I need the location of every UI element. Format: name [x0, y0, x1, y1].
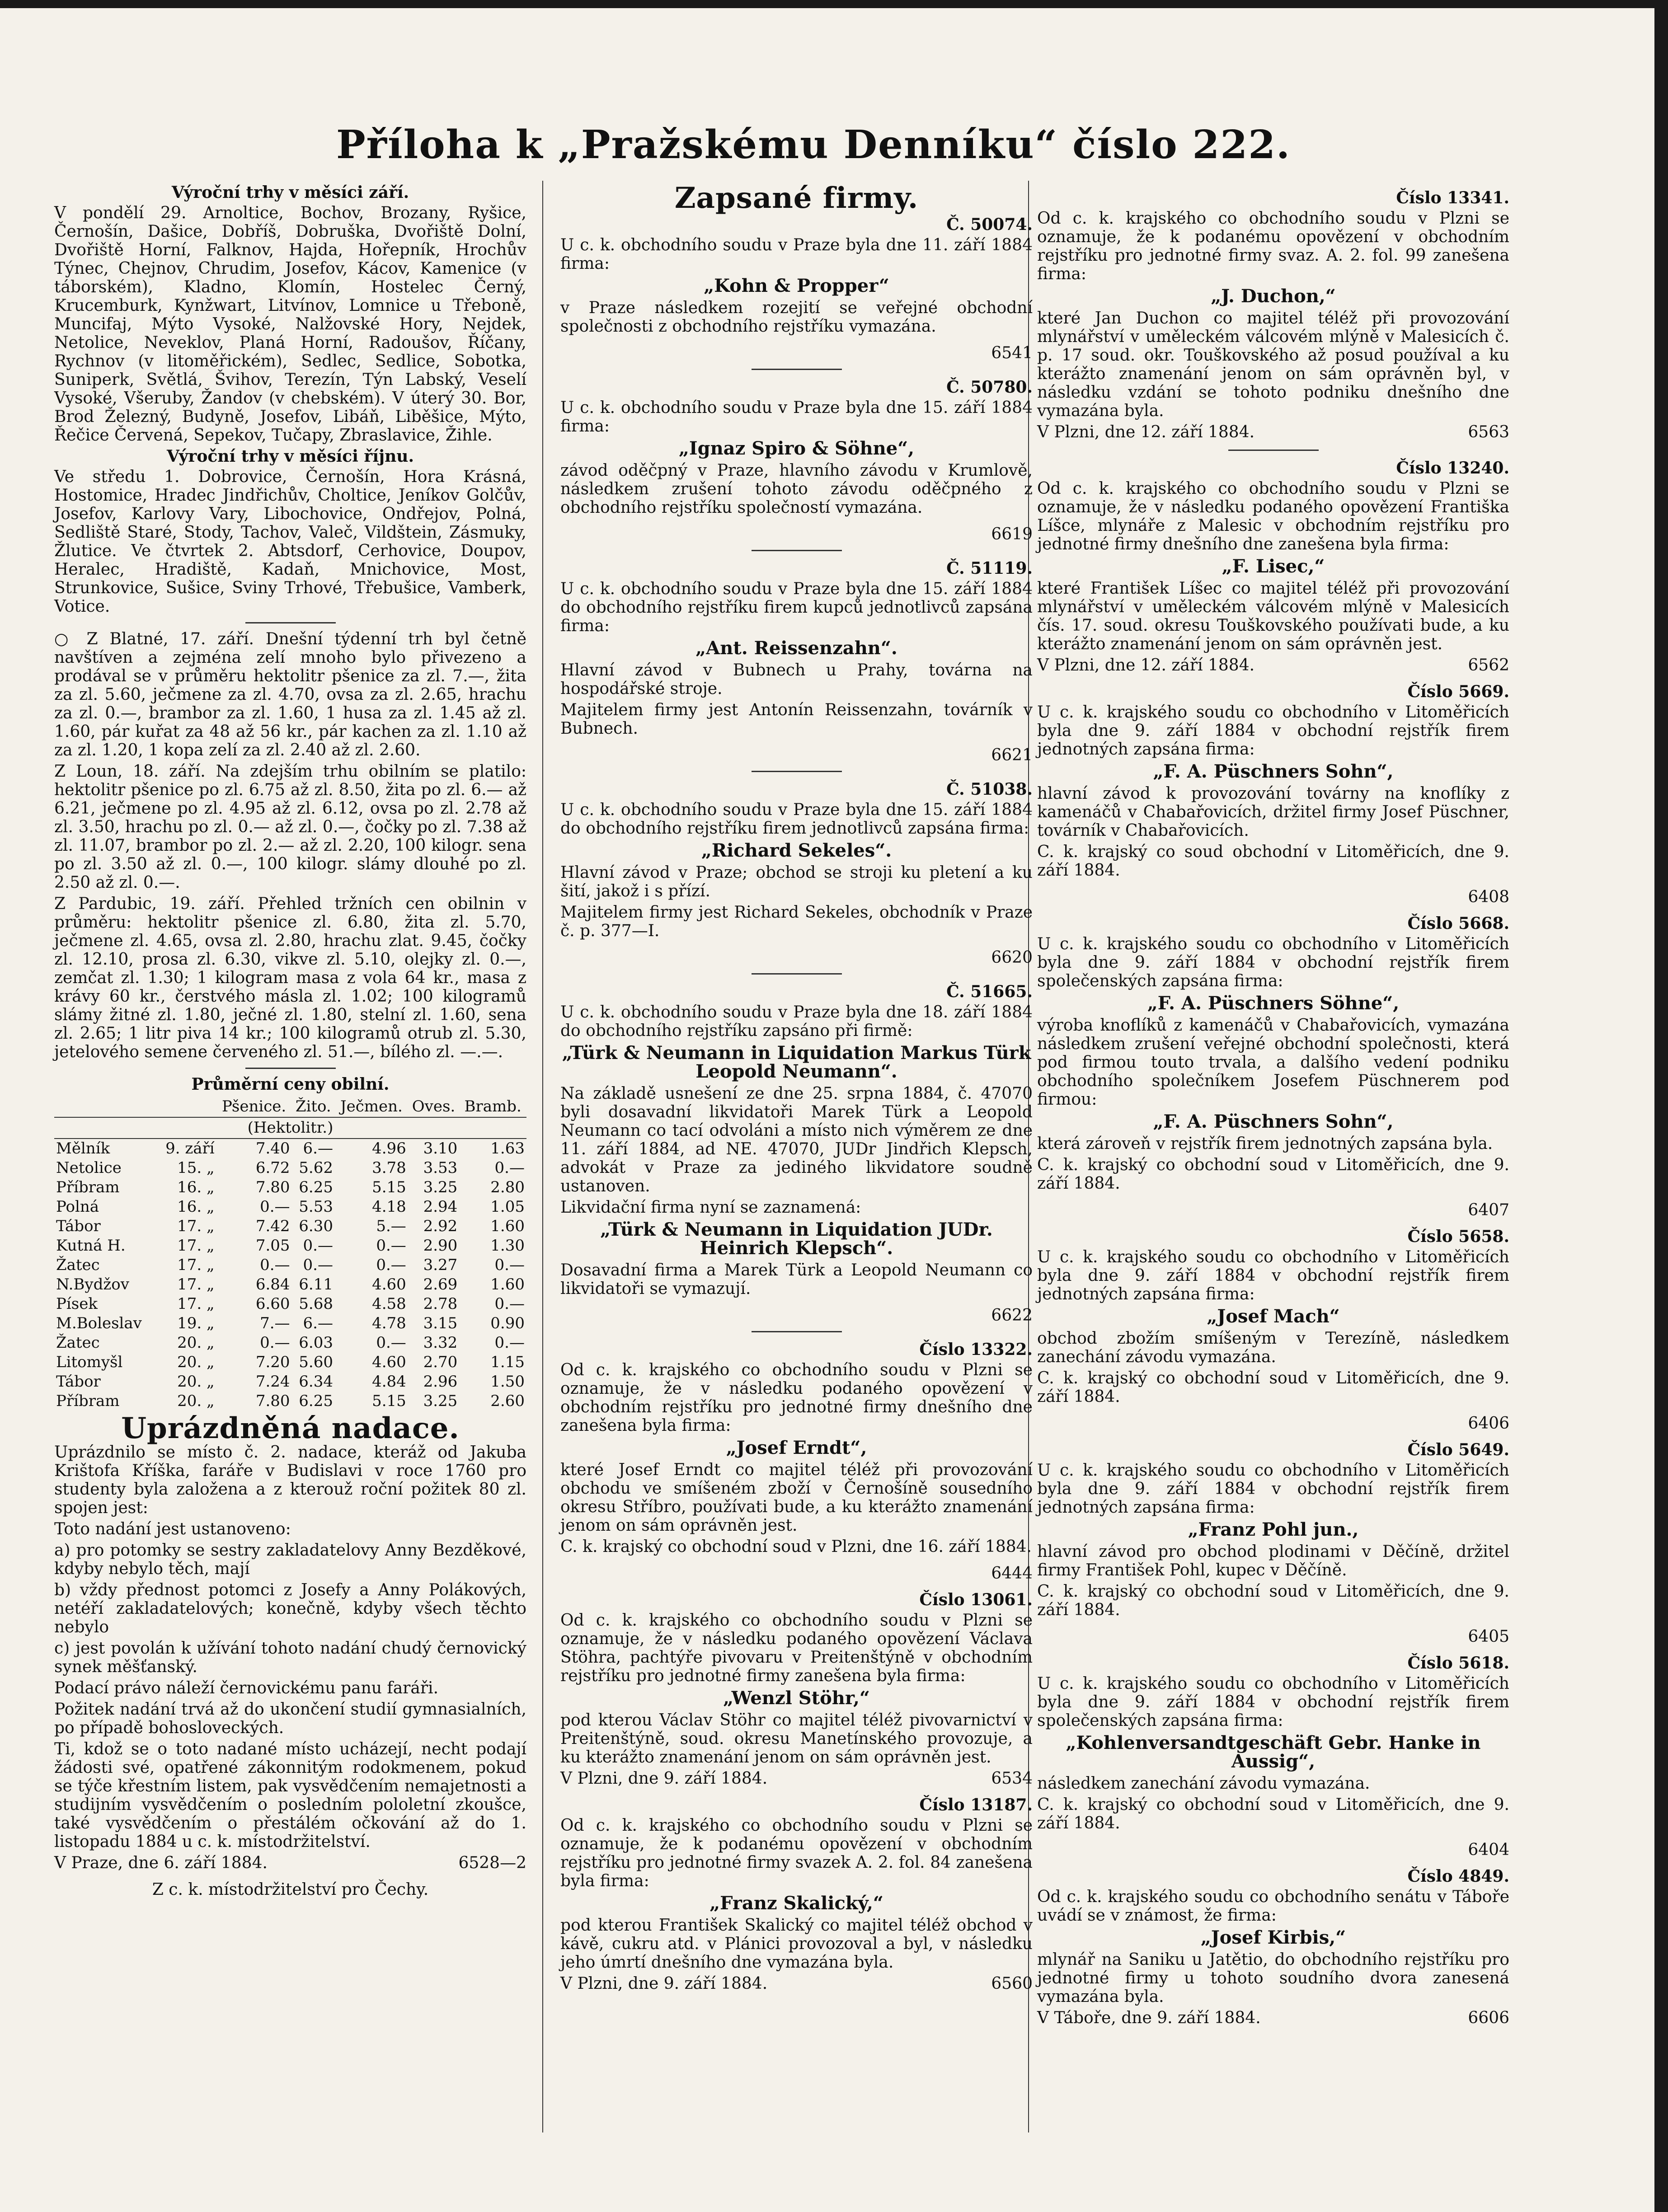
divider [752, 550, 842, 551]
table-cell: 2.60 [490, 1392, 525, 1410]
table-cell: 2.70 [423, 1353, 458, 1371]
vacancy-text: Ti, kdož se o toto nadané místo ucházejí, necht podají žádosti své, opatřené zákonnitým rodokmenem, pokud se týče křestním listem, pak vysvědčením nemajetnosti a studijním vysvědčením o posledním pololetní zkoušce, také vysvědčením o přestálém očkování až do 1. listopadu 1884 u c. k. místodržitelství. [54, 1740, 526, 1851]
entry-text: Majitelem firmy jest Antonín Reissenzahn, továrník v Bubnech. [560, 701, 1033, 738]
table-cell: 6.11 [299, 1275, 333, 1293]
table-cell: 4.18 [372, 1198, 406, 1216]
entry-text: Od c. k. krajského soudu co obchodního senátu v Táboře uvádí se v známost, že firma: [1037, 1888, 1509, 1925]
entry-text: následkem zanechání závodu vymazána. [1037, 1774, 1370, 1793]
table-cell: 3.25 [423, 1178, 458, 1196]
vacancy-heading: Uprázdněná nadace. [121, 1411, 460, 1445]
table-cell: M.Boleslav [56, 1314, 142, 1332]
firm-name: „J. Duchon,“ [1211, 286, 1336, 307]
table-header: Ječmen. [335, 1097, 408, 1117]
table-cell: 6.— [303, 1139, 333, 1158]
entry-number: Číslo 5668. [1407, 914, 1509, 933]
market-report-blatna: ○ Z Blatné, 17. září. Dnešní týdenní trh byl četně navštíven a zejména zelí mnoho bylo přivezeno a prodával se v průměru hektolitr pšenice za zl. 7.—, žita za zl. 5.60, ječmene za zl. 4.70, ovsa za zl. 2.65, hrachu za zl. 0.—, brambor za zl. 1.60, 1 husa za zl. 1.45 až zl. 1.60, pár kuřat za 48 až 56 kr., pár kachen za zl. 1.10 až za zl. 1.20, 1 kopa zelí za zl. 2.40 až zl. 2.60. [54, 630, 526, 759]
table-header: Bramb. [459, 1097, 526, 1117]
table-cell: 3.27 [423, 1256, 458, 1274]
entry-number: Číslo 13187. [919, 1795, 1033, 1814]
table-cell: 4.78 [372, 1314, 406, 1332]
table-cell: 1.50 [490, 1373, 525, 1391]
market-report-pardubice: Z Pardubic, 19. září. Přehled tržních cen obilnin v průměru: hektolitr pšenice zl. 6.80, žita zl. 5.70, ječmene zl. 4.65, ovsa zl. 2.80, hrachu zlat. 9.45, čočky zl. 12.10, prosa zl. 6.30, vikve zl. 5.10, olejky zl. 0.—, zemčat zl. 1.30; 1 kilogram masa z vola 64 kr., masa z krávy 60 kr., čerstvého másla zl. 1.02; 100 kilogramů slámy žitné zl. 1.80, ječné zl. 1.80, stelní zl. 1.60, sena zl. 2.65; 1 litr piva 14 kr.; 100 kilogramů otrub zl. 5.30, jetelového semene červeného zl. 51.—, bílého zl. —.—. [54, 895, 526, 1061]
entry-number: Číslo 5618. [1407, 1654, 1509, 1673]
table-cell: Žatec [56, 1256, 100, 1274]
column-middle [560, 181, 1033, 2001]
entry-text: Od c. k. krajského co obchodního soudu v Plzni se oznamuje, že v následku podaného opovězení Václava Stöhra, pachtýře pivovaru v Preitenštýně v obchodním rejstříku pro jednotné firmy zanešena byla firma: [560, 1611, 1033, 1685]
table-cell: 0.— [260, 1256, 290, 1274]
table-body [54, 1139, 526, 1411]
entry-text: Od c. k. krajského co obchodního soudu v Plzni se oznamuje, že k podanému opovězení v obchodním rejstříku pro jednotné firmy svaz. A. 2. fol. 99 zanešena firma: [1037, 209, 1509, 283]
entry-text: které František Líšec co majitel téléž při provozování mlynářství v uměleckém válcovém mlýně v Malesicích čís. 17. soud. okresu Touškovského používati bude, a ku kterážto znamenání jenom on sám oprávněn jest. [1037, 579, 1509, 653]
entry-number: Číslo 13240. [1396, 459, 1509, 478]
divider [752, 1331, 842, 1332]
table-cell: 2.92 [423, 1217, 458, 1235]
entry-number: Č. 50074. [946, 215, 1033, 234]
entry-ref: 6563 [1468, 423, 1509, 441]
entry-place-date: V Táboře, dne 9. září 1884. [1037, 2009, 1261, 2027]
entry-number: Č. 51038. [946, 780, 1033, 799]
table-header-row [54, 1097, 526, 1117]
entry-text: které Jan Duchon co majitel téléž při provozování mlynářství v uměleckém válcovém mlýně v Malesicích č. p. 17 soud. okr. Touškovského až posud používal a ku kterážto znamenání jenom on sám oprávněn byl, v následku vzdání se tohoto podniku dnešního dne vymazána byla. [1037, 309, 1509, 420]
entry-text: mlynář na Saniku u Jatětio, do obchodního rejstříku pro jednotné firmy u tohoto soudního dvora zanesená vymazána byla. [1037, 1950, 1509, 2006]
scan-edge-top [0, 0, 1668, 8]
table-cell: 1.05 [490, 1198, 525, 1216]
table-cell: 17. „ [177, 1237, 215, 1255]
prices-heading: Průměrní ceny obilní. [191, 1075, 390, 1094]
entry-place-date: V Plzni, dne 9. září 1884. [560, 1769, 768, 1788]
firm-name: „F. A. Püschners Sohn“, [1153, 1111, 1394, 1132]
table-row [54, 1197, 526, 1217]
entry-text: výroba knoflíků z kamenáčů v Chabařovicích, vymazána následkem zrušení veřejné obchodní společnosti, která pod firmou touto trvala, a dalšího vedení podniku obchodního společníkem Josefem Püschnerem pod firmou: [1037, 1016, 1509, 1109]
entry-text: U c. k. krajského soudu co obchodního v Litoměřicích byla dne 9. září 1884 v obchodní rejstřík firem jednotných zapsána firma: [1037, 703, 1509, 759]
entry-signature-line [560, 1769, 1033, 1788]
firm-name: „Josef Kirbis,“ [1200, 1927, 1346, 1948]
firm-name: „Wenzl Stöhr,“ [723, 1687, 870, 1709]
entry-text: U c. k. krajského soudu co obchodního v Litoměřicích byla dne 9. září 1884 v obchodní rejstřík firem jednotných zapsána firma: [1037, 1461, 1509, 1517]
table-cell: 4.84 [372, 1373, 406, 1391]
vacancy-text: b) vždy přednost potomci z Josefy a Anny Polákových, netéří zakladatelových; konečně, kdyby všech těchto nebylo [54, 1581, 526, 1636]
entry-place-date: V Plzni, dne 12. září 1884. [1037, 656, 1255, 675]
table-cell: 17. „ [177, 1295, 215, 1313]
table-row [54, 1139, 526, 1158]
firm-name: „Franz Skalický,“ [709, 1893, 883, 1914]
entry-text: v Praze následkem rozejití se veřejné obchodní společnosti z obchodního rejstříku vymazána. [560, 299, 1033, 336]
table-cell: Písek [56, 1295, 98, 1313]
entry-ref: 6606 [1468, 2009, 1509, 2027]
table-cell: 5.— [376, 1217, 406, 1235]
table-cell: 0.90 [490, 1314, 525, 1332]
entry-ref: 6562 [1468, 656, 1509, 675]
vacancy-ref-number: 6528—2 [458, 1854, 526, 1872]
divider [245, 1068, 336, 1069]
entry-text: U c. k. obchodního soudu v Praze byla dne 15. září 1884 firma: [560, 398, 1033, 436]
entry-ref: 6541 [991, 344, 1033, 362]
table-cell: 0.— [494, 1256, 525, 1274]
table-cell: 5.53 [299, 1198, 333, 1216]
table-cell: 2.69 [423, 1275, 458, 1293]
entry-text: které Josef Erndt co majitel téléž při provozování obchodu ve smíšeném zboží v Černošíně sousedního okresu Stříbro, používati bude, a ku kterážto znamenání jenom on sám oprávněn jest. [560, 1461, 1033, 1535]
table-cell: 6.03 [299, 1334, 333, 1352]
table-cell: 9. září [165, 1139, 215, 1158]
table-row [54, 1236, 526, 1256]
entry-text: pod kterou František Skalický co majitel téléž obchod v kávě, cukru atd. v Plánici provozoval a byl, v následku jeho úmrtí dnešního dne vymazána byla. [560, 1916, 1033, 1972]
entry-ref: 6405 [1468, 1627, 1509, 1646]
vacancy-signature: Z c. k. místodržitelství pro Čechy. [152, 1880, 429, 1899]
table-cell: 3.53 [423, 1159, 458, 1177]
table-unit-row [54, 1117, 526, 1139]
entry-signature-line [560, 1974, 1033, 1993]
table-cell: 5.68 [299, 1295, 333, 1313]
registered-firms-heading: Zapsané firmy. [674, 181, 919, 215]
table-cell: 6.72 [255, 1159, 290, 1177]
entry-ref: 6534 [991, 1769, 1033, 1788]
table-cell: Příbram [56, 1178, 120, 1196]
entry-text: U c. k. krajského soudu co obchodního v Litoměřicích byla dne 9. září 1884 v obchodní rejstřík firem společenských zapsána firma: [1037, 1674, 1509, 1730]
fairs-october-text: Ve středu 1. Dobrovice, Černošín, Hora Krásná, Hostomice, Hradec Jindřichův, Choltice, Jeníkov Golčův, Josefov, Karlovy Vary, Libochovice, Ondřejov, Polná, Sedliště Staré, Stody, Tachov, Valeč, Vildštein, Zásmuky, Žlutice. Ve čtvrtek 2. Abtsdorf, Cerhovice, Doupov, Heralec, Hradiště, Kadaň, Mnichovice, Most, Strunkovice, Sušice, Sviny Trhové, Třebušice, Vamberk, Votice. [54, 468, 526, 616]
table-cell: 0.— [303, 1237, 333, 1255]
column-left [54, 181, 526, 1901]
table-cell: 7.05 [255, 1237, 290, 1255]
entry-text: hlavní závod k provozování továrny na knoflíky z kamenáčů v Chabařovicích, držitel firmy Josef Püschner, továrník v Chabařovicích. [1037, 784, 1509, 840]
firm-name: „Franz Pohl jun., [1188, 1519, 1359, 1540]
entry-text: Na základě usnešení ze dne 25. srpna 1884, č. 47070 byli dosavadní likvidatoři Marek Türk a Leopold Neumann co tací odvoláni a místo nich výměrem ze dne 11. září 1884, ad NE. 47070, JUDr Jindřich Klepsch, advokát v Praze za jediného likvidatore soudně ustanoven. [560, 1084, 1033, 1195]
table-cell: 2.78 [423, 1295, 458, 1313]
column-divider-1 [542, 181, 543, 2132]
table-row [54, 1256, 526, 1275]
entry-text: Hlavní závod v Praze; obchod se stroji ku pletení a ku šití, jakož i s přízí. [560, 863, 1033, 900]
page-title: Příloha k „Pražskému Denníku“ číslo 222. [336, 122, 1291, 168]
table-row [54, 1158, 526, 1178]
table-cell: 17. „ [177, 1256, 215, 1274]
scan-edge-right [1654, 0, 1668, 2212]
fairs-september-heading: Výroční trhy v měsíci září. [171, 183, 409, 202]
entry-signature-line [1037, 423, 1509, 441]
entry-number: Číslo 13341. [1396, 188, 1509, 207]
vacancy-text: Požitek nadání trvá až do ukončení studií gymnasialních, po případě bohosloveckých. [54, 1700, 526, 1737]
table-cell: 6.— [303, 1314, 333, 1332]
table-unit: (Hektolitr.) [54, 1117, 526, 1139]
entry-ref: 6619 [991, 525, 1033, 544]
entry-number: Číslo 5649. [1407, 1440, 1509, 1459]
table-cell: 0.— [303, 1256, 333, 1274]
firm-name: „Ant. Reissenzahn“. [695, 637, 897, 659]
entry-text: C. k. krajský co obchodní soud v Litoměřicích, dne 9. září 1884. [1037, 1369, 1509, 1406]
firm-name: „F. A. Püschners Sohn“, [1153, 761, 1394, 782]
table-cell: 1.30 [490, 1237, 525, 1255]
market-report-louny: Z Loun, 18. září. Na zdejším trhu obilním se platilo: hektolitr pšenice po zl. 6.75 až zl. 8.50, žita po zl. 6.— až 6.21, ječmene po zl. 4.95 až zl. 6.12, ovsa po zl. 2.78 až zl. 3.50, hrachu po zl. 0.— až zl. 0.—, čočky po zl. 7.38 až zl. 11.07, brambor po zl. 2.— až zl. 2.20, 100 kilogr. sena po zl. 3.50 až zl. 0.—, 100 kilogr. slámy dlouhé po zl. 2.50 až zl. 0.—. [54, 762, 526, 892]
table-cell: 17. „ [177, 1275, 215, 1293]
entry-text: U c. k. obchodního soudu v Praze byla dne 11. září 1884 firma: [560, 236, 1033, 273]
table-cell: 7.24 [255, 1373, 290, 1391]
entry-text: C. k. krajský co obchodní soud v Litoměřicích, dne 9. září 1884. [1037, 1795, 1509, 1832]
entry-ref: 6407 [1468, 1201, 1509, 1219]
table-cell: 3.32 [423, 1334, 458, 1352]
vacancy-text: c) jest povolán k užívání tohoto nadání chudý černovický synek měšťanský. [54, 1639, 526, 1676]
firm-name: „F. A. Püschners Söhne“, [1147, 993, 1400, 1014]
table-cell: 6.60 [255, 1295, 290, 1313]
firm-name: „Türk & Neumann in Liquidation Markus Türk Leopold Neumann“. [562, 1042, 1031, 1082]
table-cell: Tábor [56, 1373, 101, 1391]
entry-number: Č. 51119. [946, 559, 1033, 578]
table-cell: 2.96 [423, 1373, 458, 1391]
table-cell: 15. „ [177, 1159, 215, 1177]
entry-number: Č. 51665. [946, 982, 1033, 1001]
table-cell: 1.63 [490, 1139, 525, 1158]
table-cell: 5.15 [372, 1178, 406, 1196]
table-cell: 4.60 [372, 1275, 406, 1293]
table-cell: 0.— [494, 1159, 525, 1177]
table-cell: 6.30 [299, 1217, 333, 1235]
table-cell: 7.80 [255, 1392, 290, 1410]
divider [752, 771, 842, 772]
column-right [1037, 181, 1509, 2035]
entry-text: Hlavní závod v Bubnech u Prahy, továrna na hospodářské stroje. [560, 661, 1033, 698]
table-cell: N.Bydžov [56, 1275, 129, 1293]
firm-name: „Kohlenversandtgeschäft Gebr. Hanke in Aussig“, [1066, 1732, 1481, 1772]
table-cell: Netolice [56, 1159, 122, 1177]
table-cell: 6.84 [255, 1275, 290, 1293]
table-cell: 4.60 [372, 1353, 406, 1371]
table-cell: Příbram [56, 1392, 120, 1410]
vacancy-signature-line [54, 1854, 526, 1872]
divider [245, 622, 336, 623]
entry-ref: 6620 [991, 948, 1033, 967]
entry-number: Číslo 13061. [919, 1590, 1033, 1609]
entry-ref: 6560 [991, 1974, 1033, 1993]
entry-signature-line [1037, 2009, 1509, 2027]
table-cell: 6.25 [299, 1178, 333, 1196]
table-cell: Žatec [56, 1334, 100, 1352]
table-cell: 1.60 [490, 1275, 525, 1293]
table-cell: Tábor [56, 1217, 101, 1235]
table-header [156, 1097, 216, 1117]
entry-ref: 6444 [991, 1564, 1033, 1583]
entry-text: hlavní závod pro obchod plodinami v Děčíně, držitel firmy František Pohl, kupec v Děčíně. [1037, 1542, 1509, 1579]
entry-place-date: V Plzni, dne 9. září 1884. [560, 1974, 768, 1993]
fairs-september-text: V pondělí 29. Arnoltice, Bochov, Brozany, Ryšice, Černošín, Dašice, Dobříš, Dobruška, Dvořiště Dolní, Dvořiště Horní, Falknov, Hajda, Hořepník, Hrochův Týnec, Chejnov, Chrudim, Josefov, Kácov, Kamenice (v táborském), Kladno, Klomín, Hostelec Černý, Krucemburk, Kynžwart, Litvínov, Lomnice u Třeboně, Muncifaj, Mýto Vysoké, Nalžovské Hory, Nejdek, Netolice, Neveklov, Planá Horní, Radoušov, Říčany, Rychnov (v litoměřickém), Sedlec, Sedlice, Sobotka, Suniperk, Světlá, Švihov, Terezín, Týn Labský, Veselí Vysoké, Všeruby, Žandov (v chebském). V úterý 30. Bor, Brod Železný, Budyně, Josefov, Libáň, Liběšice, Mýto, Řečice Červená, Sepekov, Tučapy, Zbraslavice, Žihle. [54, 204, 526, 445]
entry-signature-line [1037, 656, 1509, 675]
table-row [54, 1392, 526, 1411]
table-row [54, 1372, 526, 1392]
table-cell: 20. „ [177, 1373, 215, 1391]
vacancy-text: Toto nadání jest ustanoveno: [54, 1520, 291, 1538]
entry-text: U c. k. obchodního soudu v Praze byla dne 15. září 1884 do obchodního rejstříku firem jednotlivců zapsána firma: [560, 801, 1033, 838]
table-header: Žito. [292, 1097, 335, 1117]
table-cell: 7.80 [255, 1178, 290, 1196]
entry-text: závod oděčpný v Praze, hlavního závodu v Krumlově, následkem zrušení tohoto závodu oděčpného z obchodního rejstříku společností vymazána. [560, 461, 1033, 517]
table-row [54, 1333, 526, 1353]
firm-name: „Richard Sekeles“. [701, 840, 892, 861]
table-cell: 3.15 [423, 1314, 458, 1332]
entry-ref: 6404 [1468, 1841, 1509, 1859]
entry-text: U c. k. obchodního soudu v Praze byla dne 15. září 1884 do obchodního rejstříku firem kupců jednotlivců zapsána firma: [560, 580, 1033, 635]
table-cell: 0.— [494, 1334, 525, 1352]
vacancy-text: Uprázdnilo se místo č. 2. nadace, kteráž od Jakuba Krištofa Kříška, faráře v Budislavi v roce 1760 pro studenty byla založena a z kterouž roční požitek 80 zl. spojen jest: [54, 1443, 526, 1517]
entry-text: U c. k. krajského soudu co obchodního v Litoměřicích byla dne 9. září 1884 v obchodní rejstřík firem jednotných zapsána firma: [1037, 1248, 1509, 1303]
table-cell: 0.— [376, 1334, 406, 1352]
table-row [54, 1314, 526, 1333]
entry-text: Od c. k. krajského co obchodního soudu v Plzni se oznamuje, že v následku podaného opovězení Františka Líšce, mlynáře z Malesic v obchodním rejstříku pro jednotné firmy dnešního dne zanešena byla firma: [1037, 479, 1509, 553]
entry-text: U c. k. obchodního soudu v Praze byla dne 18. září 1884 do obchodního rejstříku zapsáno při firmě: [560, 1003, 1033, 1040]
entry-text: Majitelem firmy jest Richard Sekeles, obchodník v Praze č. p. 377—I. [560, 903, 1033, 940]
table-cell: 6.25 [299, 1392, 333, 1410]
firm-name: „Josef Erndt“, [726, 1437, 867, 1458]
entry-number: Číslo 5669. [1407, 682, 1509, 701]
entry-text: C. k. krajský co obchodní soud v Plzni, dne 16. září 1884. [560, 1537, 1032, 1556]
table-cell: 19. „ [177, 1314, 215, 1332]
entry-ref: 6622 [991, 1306, 1033, 1325]
divider [752, 973, 842, 975]
vacancy-text: a) pro potomky se sestry zakladatelovy Anny Bezděkové, kdyby nebylo těch, mají [54, 1541, 526, 1578]
fairs-october-heading: Výroční trhy v měsíci říjnu. [167, 447, 414, 466]
entry-text: pod kterou Václav Stöhr co majitel téléž pivovarnictví v Preitenštýně, soud. okresu Manetínského provozuje, a ku kterážto znamenání jenom on sám oprávněn jest. [560, 1711, 1033, 1767]
table-cell: 0.— [376, 1256, 406, 1274]
entry-text: Dosavadní firma a Marek Türk a Leopold Neumann co likvidatoři se vymazují. [560, 1261, 1033, 1298]
firm-name: „Kohn & Propper“ [704, 275, 889, 296]
table-row [54, 1217, 526, 1236]
table-cell: 20. „ [177, 1353, 215, 1371]
table-cell: 0.— [260, 1334, 290, 1352]
table-cell: 5.60 [299, 1353, 333, 1371]
table-cell: 0.— [494, 1295, 525, 1313]
entry-text: která zároveň v rejstřík firem jednotných zapsána byla. [1037, 1134, 1493, 1153]
table-cell: 16. „ [177, 1178, 215, 1196]
grain-prices-table [54, 1097, 526, 1411]
table-cell: 7.— [260, 1314, 290, 1332]
entry-text: U c. k. krajského soudu co obchodního v Litoměřicích byla dne 9. září 1884 v obchodní rejstřík firem společenských zapsána firma: [1037, 935, 1509, 990]
table-row [54, 1294, 526, 1314]
table-cell: Litomyšl [56, 1353, 123, 1371]
table-cell: 2.80 [490, 1178, 525, 1196]
table-header [54, 1097, 156, 1117]
divider [752, 369, 842, 370]
firm-name: „Josef Mach“ [1207, 1306, 1340, 1327]
table-cell: 20. „ [177, 1334, 215, 1352]
entry-text: obchod zbožím smíšeným v Terezíně, následkem zanechání závodu vymazána. [1037, 1329, 1509, 1366]
table-cell: 3.25 [423, 1392, 458, 1410]
table-cell: 7.42 [255, 1217, 290, 1235]
table-cell: 5.15 [372, 1392, 406, 1410]
entry-number: Č. 50780. [946, 378, 1033, 397]
table-cell: 20. „ [177, 1392, 215, 1410]
table-cell: 3.78 [372, 1159, 406, 1177]
entry-place-date: V Plzni, dne 12. září 1884. [1037, 423, 1255, 441]
table-cell: 1.15 [490, 1353, 525, 1371]
table-cell: Polná [56, 1198, 99, 1216]
table-cell: Kutná H. [56, 1237, 126, 1255]
entry-text: C. k. krajský co soud obchodní v Litoměřicích, dne 9. září 1884. [1037, 843, 1509, 880]
entry-text: C. k. krajský co obchodní soud v Litoměřicích, dne 9. září 1884. [1037, 1156, 1509, 1193]
entry-text: C. k. krajský co obchodní soud v Litoměřicích, dne 9. září 1884. [1037, 1582, 1509, 1619]
table-header: Pšenice. [216, 1097, 292, 1117]
entry-number: Číslo 13322. [919, 1340, 1033, 1359]
table-cell: Mělník [56, 1139, 110, 1158]
table-row [54, 1178, 526, 1197]
table-row [54, 1275, 526, 1294]
table-cell: 7.20 [255, 1353, 290, 1371]
table-cell: 6.34 [299, 1373, 333, 1391]
firm-name: „F. Lisec,“ [1222, 556, 1325, 577]
entry-text: Likvidační firma nyní se zaznamená: [560, 1198, 861, 1217]
table-cell: 3.10 [423, 1139, 458, 1158]
entry-number: Číslo 4849. [1407, 1867, 1509, 1886]
table-cell: 5.62 [299, 1159, 333, 1177]
entry-ref: 6406 [1468, 1414, 1509, 1433]
vacancy-text: Podací právo náleží černovickému panu faráři. [54, 1679, 439, 1697]
table-cell: 2.94 [423, 1198, 458, 1216]
entry-ref: 6621 [991, 746, 1033, 764]
vacancy-place-date: V Praze, dne 6. září 1884. [54, 1854, 268, 1872]
table-cell: 0.— [376, 1237, 406, 1255]
table-cell: 2.90 [423, 1237, 458, 1255]
entry-ref: 6408 [1468, 888, 1509, 906]
table-cell: 0.— [260, 1198, 290, 1216]
entry-text: Od c. k. krajského co obchodního soudu v Plzni se oznamuje, že v následku podaného opovězení v obchodním rejstříku pro jednotné firmy dnešního dne zanešena byla firma: [560, 1361, 1033, 1435]
table-cell: 17. „ [177, 1217, 215, 1235]
table-cell: 1.60 [490, 1217, 525, 1235]
divider [1228, 450, 1319, 451]
table-cell: 16. „ [177, 1198, 215, 1216]
firm-name: „Türk & Neumann in Liquidation JUDr. Heinrich Klepsch“. [600, 1219, 993, 1259]
firm-name: „Ignaz Spiro & Söhne“, [678, 438, 915, 459]
table-header: Oves. [408, 1097, 459, 1117]
entry-text: Od c. k. krajského co obchodního soudu v Plzni se oznamuje, že k podanému opovězení v obchodním rejstříku pro jednotné firmy svazek A. 2. fol. 84 zanešena byla firma: [560, 1816, 1033, 1890]
entry-number: Číslo 5658. [1407, 1227, 1509, 1246]
table-row [54, 1353, 526, 1372]
table-cell: 4.96 [372, 1139, 406, 1158]
table-cell: 7.40 [255, 1139, 290, 1158]
table-cell: 4.58 [372, 1295, 406, 1313]
